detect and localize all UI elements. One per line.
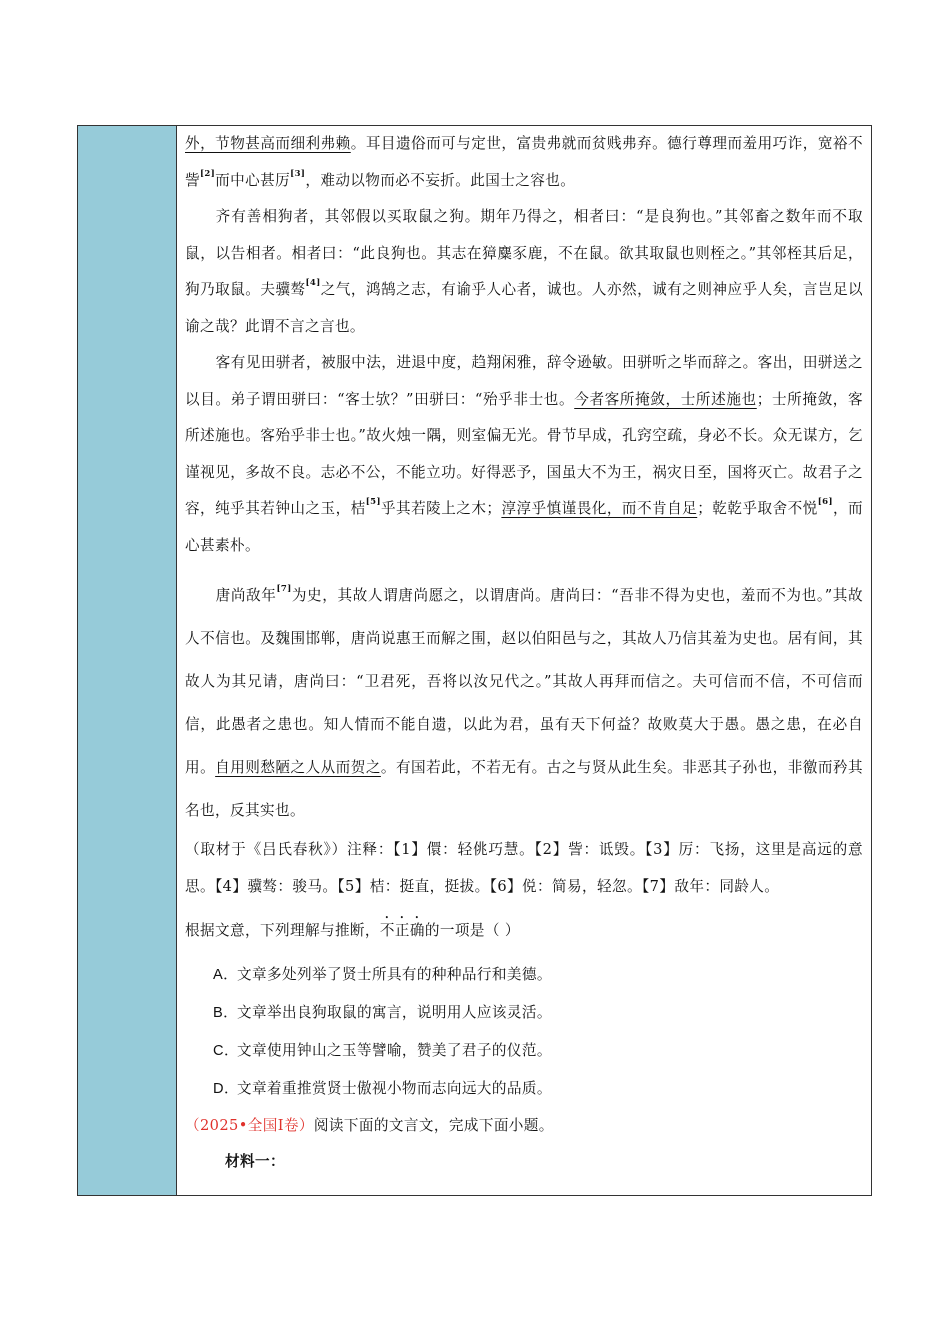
option-d[interactable]: D．文章着重推赏贤士傲视小物而志向远大的品质。 [213, 1080, 552, 1097]
passage-paragraph-1: 外，节物甚高而细利弗赖。耳目遗俗而可与定世，富贵弗就而贫贱弗弃。德行尊理而羞用巧诈，宽裕不訾[2]而中心甚厉[3]，难动以物而必不妄折。此国士之容也。 [185, 135, 863, 189]
material-label: 材料一： [225, 1153, 285, 1170]
option-a[interactable]: A．文章多处列举了贤士所具有的种种品行和美德。 [213, 966, 552, 983]
passage-paragraph-3: 客有见田骈者，被服中法，进退中度，趋翔闲雅，辞令逊敏。田骈听之毕而辞之。客出，田骈送之以目。弟子谓田骈曰：“客士欤？”田骈曰：“殆乎非士也。今者客所掩敛，士所述施也；士所掩敛，客所述施也。客殆乎非士也。”故火烛一隅，则室偏无光。骨节早成，孔窍空疏，身必不长。众无谋方，乞谨视见，多故不良。志必不公，不能立功。好得恶予，国虽大不为王，祸灾日至，国将灭亡。故君子之容，纯乎其若钟山之玉，桔[5]乎其若陵上之木；淳淳乎慎谨畏化，而不肯自足；乾乾乎取舍不悦[6]，而心甚素朴。 [185, 354, 863, 554]
option-c[interactable]: C．文章使用钟山之玉等譬喻，赞美了君子的仪范。 [213, 1042, 552, 1059]
note-ref: [2] [200, 168, 216, 179]
note-ref: [6] [817, 497, 833, 507]
emphasis-text: 不正确 [379, 922, 425, 939]
note-ref: [3] [290, 168, 306, 179]
content-cell [185, 126, 863, 1181]
sidebar-column [78, 126, 177, 1195]
question-table [77, 125, 872, 1196]
note-ref: [4] [305, 278, 321, 288]
next-question-intro: （2025•全国I卷）阅读下面的文言文，完成下面小题。 [185, 1116, 554, 1134]
passage-paragraph-4: 唐尚敌年[7]为史，其故人谓唐尚愿之，以谓唐尚。唐尚曰：“吾非不得为史也，羞而不为也。”其故人不信也。及魏围邯郸，唐尚说惠王而解之围，赵以伯阳邑与之，其故人乃信其羞为史也。居有间，其故人为其兄请，唐尚曰：“卫君死，吾将以汝兄代之。”其故人再拜而信之。夫可信而不信，不可信而信，此愚者之患也。知人情而不能自遗，以此为君，虽有天下何益？故败莫大于愚。愚之患，在必自用。自用则愁陋之人从而贺之。有国若此，不若无有。古之与贤从此生矣。非恶其子孙也，非徼而矜其名也，反其实也。 [185, 584, 863, 819]
underlined-sentence: 外，节物甚高而细利弗赖 [185, 135, 351, 152]
question-stem: 根据文意，下列理解与推断，不正确的一项是（ ） [185, 922, 520, 939]
option-b[interactable]: B．文章举出良狗取鼠的寓言，说明用人应该灵活。 [213, 1004, 552, 1021]
note-ref: [7] [276, 584, 292, 594]
passage-paragraph-2: 齐有善相狗者，其邻假以买取鼠之狗。期年乃得之，相者曰：“是良狗也。”其邻畜之数年而不取鼠，以告相者。相者曰：“此良狗也。其志在獐麋豕鹿，不在鼠。欲其取鼠也则桎之。”其邻桎其后足，狗乃取鼠。夫骥骜[4]之气，鸿鹄之志，有谕乎人心者，诚也。人亦然，诚有之则神应乎人矣，言岂足以谕之哉？此谓不言之言也。 [185, 208, 863, 335]
note-ref: [5] [365, 497, 381, 507]
underlined-sentence: 自用则愁陋之人从而贺之 [215, 759, 381, 776]
exam-source: （2025•全国I卷） [185, 1116, 314, 1134]
source-notes: （取材于《吕氏春秋》）注释：【1】儇：轻佻巧慧。【2】訾：诋毁。【3】厉：飞扬，这里是高远的意思。【4】骥骜：骏马。【5】桔：挺直，挺拔。【6】侻：简易，轻忽。【7】敌年：同龄人。 [185, 841, 863, 895]
underlined-sentence: 淳淳乎慎谨畏化，而不肯自足 [501, 500, 698, 517]
underlined-sentence: 今者客所掩敛，士所述施也 [574, 390, 757, 408]
